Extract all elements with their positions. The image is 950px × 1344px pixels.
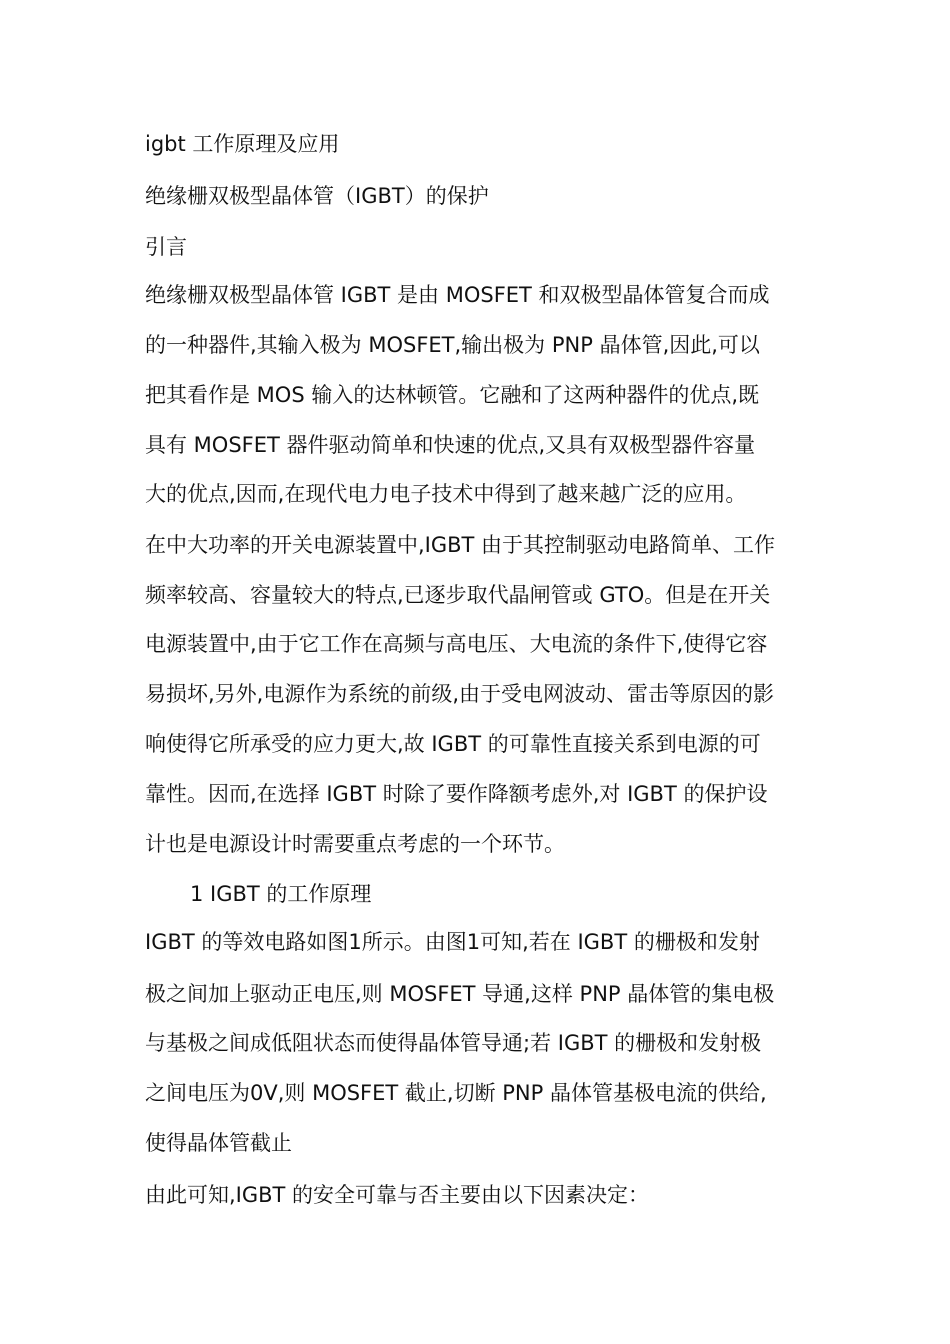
- document-title: igbt 工作原理及应用: [145, 132, 340, 156]
- document-subtitle: 绝缘栅双极型晶体管（IGBT）的保护: [145, 184, 489, 208]
- paragraph-line: 的一种器件,其输入极为 MOSFET,输出极为 PNP 晶体管,因此,可以: [145, 333, 760, 357]
- paragraph-line: 把其看作是 MOS 输入的达林顿管。它融和了这两种器件的优点,既: [145, 383, 760, 407]
- paragraph-line: 之间电压为0V,则 MOSFET 截止,切断 PNP 晶体管基极电流的供给,: [145, 1081, 767, 1105]
- paragraph-line: 使得晶体管截止: [145, 1131, 292, 1155]
- paragraph-line: IGBT 的等效电路如图1所示。由图1可知,若在 IGBT 的栅极和发射: [145, 930, 760, 954]
- paragraph-line: 极之间加上驱动正电压,则 MOSFET 导通,这样 PNP 晶体管的集电极: [145, 982, 775, 1006]
- paragraph-line: 绝缘栅双极型晶体管 IGBT 是由 MOSFET 和双极型晶体管复合而成: [145, 283, 770, 307]
- paragraph-line: 具有 MOSFET 器件驱动简单和快速的优点,又具有双极型器件容量: [145, 433, 756, 457]
- paragraph-line: 计也是电源设计时需要重点考虑的一个环节。: [145, 832, 565, 856]
- paragraph-line: 大的优点,因而,在现代电力电子技术中得到了越来越广泛的应用。: [145, 482, 747, 506]
- paragraph-line: 在中大功率的开关电源装置中,IGBT 由于其控制驱动电路简单、工作: [145, 533, 776, 557]
- paragraph-line: 易损坏,另外,电源作为系统的前级,由于受电网波动、雷击等原因的影: [145, 682, 775, 706]
- paragraph-line: 频率较高、容量较大的特点,已逐步取代晶闸管或 GTO。但是在开关: [145, 583, 771, 607]
- conclusion-line: 由此可知,IGBT 的安全可靠与否主要由以下因素决定：: [145, 1183, 650, 1207]
- paragraph-line: 响使得它所承受的应力更大,故 IGBT 的可靠性直接关系到电源的可: [145, 732, 761, 756]
- section-heading-1: 1 IGBT 的工作原理: [190, 882, 372, 906]
- paragraph-line: 靠性。因而,在选择 IGBT 时除了要作降额考虑外,对 IGBT 的保护设: [145, 782, 768, 806]
- paragraph-line: 电源装置中,由于它工作在高频与高电压、大电流的条件下,使得它容: [145, 632, 768, 656]
- section-heading-intro: 引言: [145, 235, 187, 259]
- paragraph-line: 与基极之间成低阻状态而使得晶体管导通;若 IGBT 的栅极和发射极: [145, 1031, 762, 1055]
